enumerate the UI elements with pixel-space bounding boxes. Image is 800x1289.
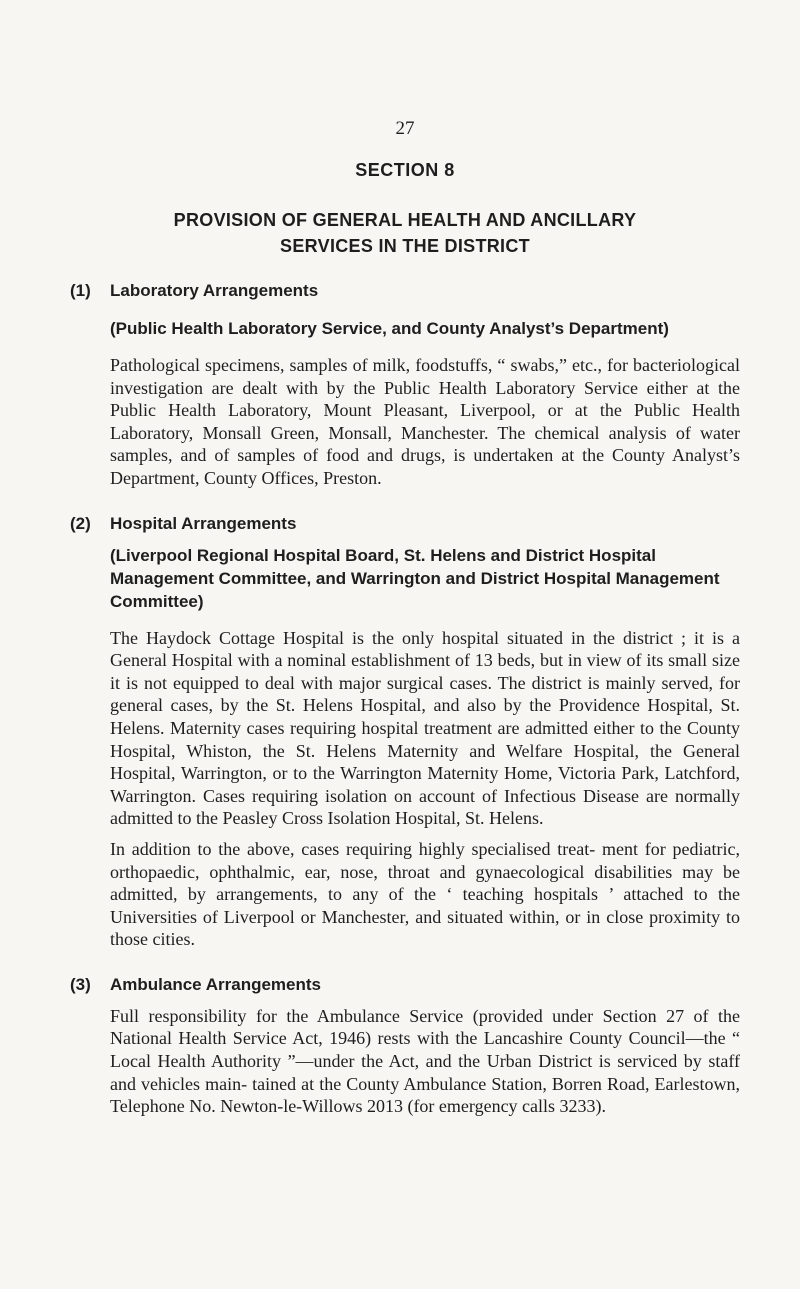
- section-number: (1): [70, 281, 91, 300]
- paragraph: In addition to the above, cases requiring highly specialised treat- ment for pediatric, orthopaedic, ophthalmic, ear, nose, throat and gynaecological disabilities may be admitted, by arrangements, to any of the ‘ teaching hospitals ’ attached to the Universities of Liverpool or Manchester, and situated within, or in close proximity to those cities.: [110, 838, 740, 950]
- title-line-2: SERVICES IN THE DISTRICT: [280, 236, 530, 256]
- section-hospital: [70, 512, 740, 951]
- section-laboratory: [70, 279, 740, 490]
- paragraph: Full responsibility for the Ambulance Service (provided under Section 27 of the National Health Service Act, 1946) rests with the Lancashire County Council—the “ Local Health Authority ”—under the Act, and the Urban District is serviced by staff and vehicles main- tained at the County Ambulance Station, Borren Road, Earlestown, Telephone No. Newton-le-Willows 2013 (for emergency calls 3233).: [110, 1005, 740, 1117]
- section-heading-text: Ambulance Arrangements: [110, 974, 321, 994]
- page-number: 27: [395, 118, 415, 139]
- page-title: [70, 207, 740, 259]
- paragraph: Pathological specimens, samples of milk, foodstuffs, “ swabs,” etc., for bacteriological investigation are dealt with by the Public Health Laboratory Service either at the Public Health Laboratory, Mount Pleasant, Liverpool, or at the Public Health Laboratory, Monsall Green, Monsall, Manchester. The chemical analysis of water samples, and of samples of food and drugs, is undertaken at the County Analyst’s Department, County Offices, Preston.: [110, 355, 740, 488]
- section-subheading: (Liverpool Regional Hospital Board, St. Helens and District Hospital Management Committee, and Warrington and District Hospital Management Committee): [110, 545, 720, 611]
- section-heading: [70, 973, 740, 997]
- paragraph: The Haydock Cottage Hospital is the only hospital situated in the district ; it is a General Hospital with a nominal establishment of 13 beds, but in view of its small size it is not equipped to deal with major surgical cases. The district is mainly served, for general cases, by the St. Helens Hospital, and also by the Providence Hospital, St. Helens. Maternity cases requiring hospital treatment are admitted either to the County Hospital, Whiston, the St. Helens Maternity and Welfare Hospital, the General Hospital, Warrington, or to the Warrington Maternity Home, Victoria Park, Latchford, Warrington. Cases requiring isolation on account of Infectious Disease are normally admitted to the Peasley Cross Isolation Hospital, St. Helens.: [110, 627, 740, 829]
- section-subheading: (Public Health Laboratory Service, and County Analyst’s Department): [110, 319, 669, 338]
- document-page: [70, 118, 740, 1118]
- section-number: (3): [70, 974, 91, 994]
- section-heading: [70, 279, 740, 303]
- title-line-1: PROVISION OF GENERAL HEALTH AND ANCILLARY: [173, 210, 637, 230]
- section-label: SECTION 8: [355, 160, 455, 180]
- section-heading: [70, 512, 740, 536]
- section-ambulance: [70, 973, 740, 1118]
- section-heading-text: Hospital Arrangements: [110, 513, 297, 533]
- section-number: (2): [70, 513, 91, 533]
- section-heading-text: Laboratory Arrangements: [110, 281, 319, 300]
